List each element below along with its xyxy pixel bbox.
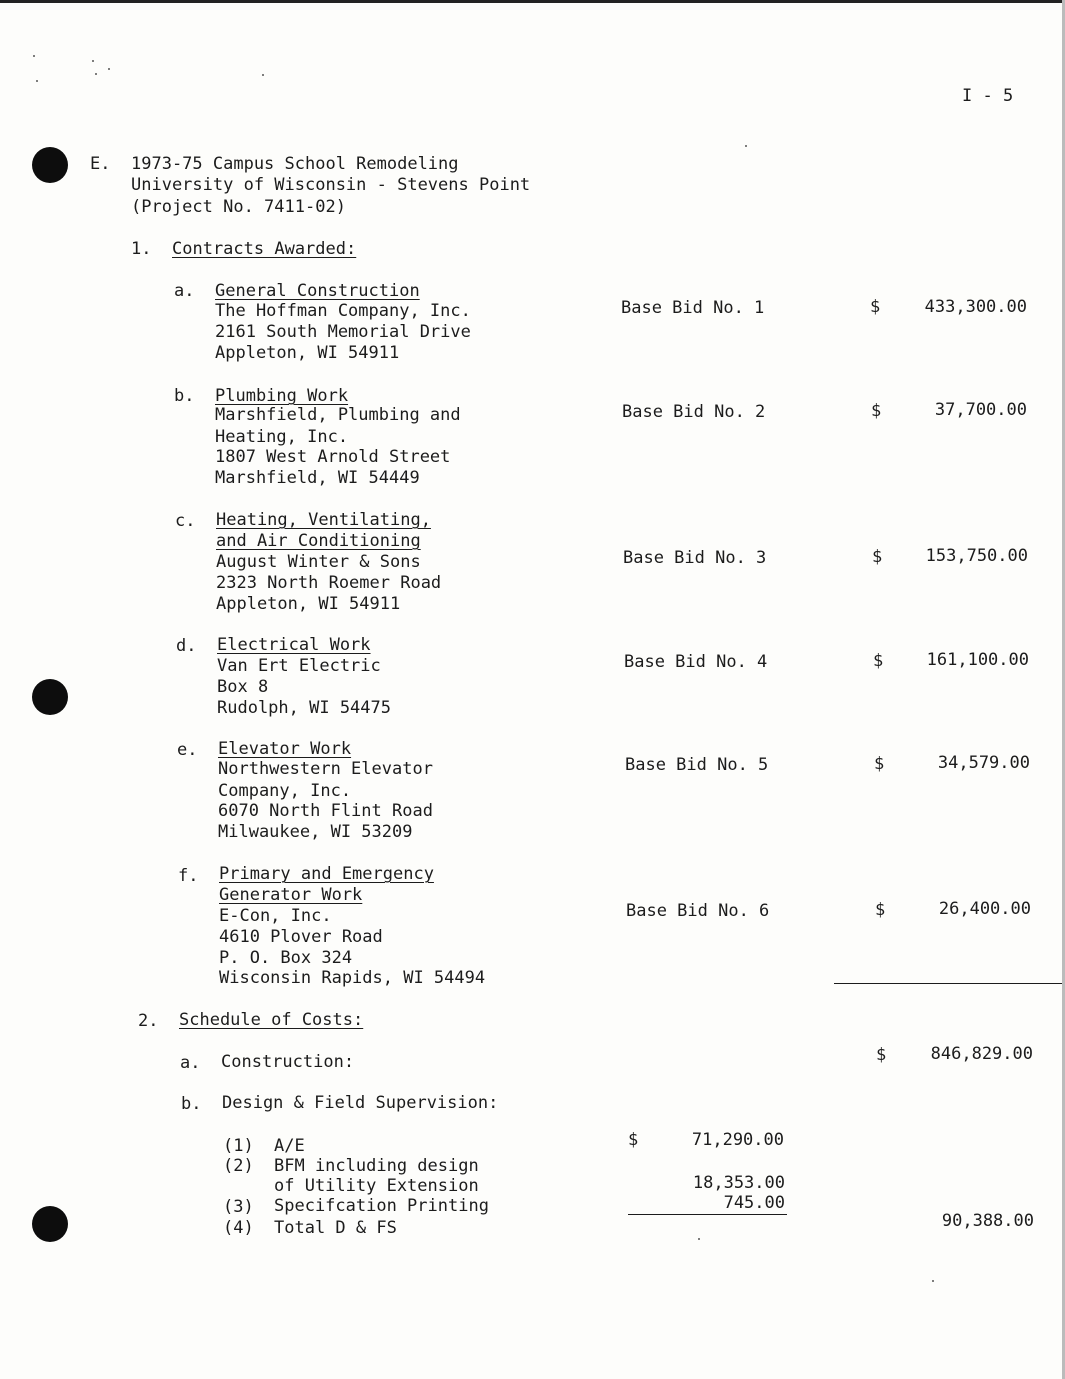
design-line-text: Specifcation Printing <box>274 1196 489 1216</box>
contractor-line: 1807 West Arnold Street <box>215 447 451 467</box>
bid-label: Base Bid No. 1 <box>621 298 765 318</box>
scan-speck <box>262 74 264 76</box>
contractor-line: Box 8 <box>217 677 269 697</box>
contractor-line: Marshfield, Plumbing and <box>215 405 461 425</box>
bid-label: Base Bid No. 6 <box>626 901 770 921</box>
bid-label: Base Bid No. 4 <box>624 652 768 672</box>
section-title-line-1: 1973-75 Campus School Remodeling <box>131 154 459 174</box>
currency-sign: $ <box>876 1045 887 1065</box>
binder-hole-middle <box>32 679 68 715</box>
design-line-num: (3) <box>223 1197 254 1217</box>
scan-speck <box>932 1280 934 1282</box>
design-line-amount: 71,290.00 <box>691 1130 784 1150</box>
contract-letter: e. <box>177 740 198 760</box>
binder-hole-top <box>32 147 68 183</box>
contract-letter: a. <box>174 281 195 301</box>
bid-amount: 161,100.00 <box>926 650 1029 670</box>
design-line-num: (4) <box>223 1218 254 1238</box>
bid-label: Base Bid No. 3 <box>623 548 767 568</box>
construction-letter: a. <box>180 1053 201 1073</box>
construction-amount: 846,829.00 <box>930 1044 1033 1064</box>
contractor-line: Van Ert Electric <box>217 656 381 676</box>
contractor-line: August Winter & Sons <box>216 552 421 572</box>
contracts-number: 1. <box>131 239 152 259</box>
contract-title: Generator Work <box>219 885 363 905</box>
scan-speck <box>745 145 747 147</box>
contract-title: Electrical Work <box>217 635 371 655</box>
contract-letter: c. <box>175 511 196 531</box>
design-line-text: Total D & FS <box>274 1218 397 1238</box>
contractor-line: 2161 South Memorial Drive <box>215 322 471 342</box>
currency-sign: $ <box>870 297 881 317</box>
currency-sign: $ <box>874 754 885 774</box>
page-number: I - 5 <box>962 86 1014 106</box>
section-letter: E. <box>90 154 111 174</box>
contractor-line: 2323 North Roemer Road <box>216 573 442 593</box>
currency-sign: $ <box>628 1130 639 1150</box>
design-letter: b. <box>181 1094 202 1114</box>
design-line-num: (2) <box>223 1156 254 1176</box>
contract-title: Primary and Emergency <box>219 864 434 884</box>
contractor-line: Company, Inc. <box>218 781 352 801</box>
contractor-line: Heating, Inc. <box>215 427 349 447</box>
design-line-num: (1) <box>223 1136 254 1156</box>
schedule-number: 2. <box>138 1011 159 1031</box>
scan-speck <box>698 1238 700 1240</box>
sum-rule <box>834 983 1062 984</box>
design-label: Design & Field Supervision: <box>222 1093 499 1113</box>
contractor-line: Northwestern Elevator <box>218 759 433 779</box>
design-line-amount: 18,353.00 <box>692 1173 785 1193</box>
design-total-amount: 90,388.00 <box>941 1211 1034 1231</box>
contract-letter: b. <box>174 386 195 406</box>
contractor-line: The Hoffman Company, Inc. <box>215 301 471 321</box>
scan-speck <box>33 55 35 57</box>
design-line-text: A/E <box>274 1136 305 1156</box>
contractor-line: Rudolph, WI 54475 <box>217 698 391 718</box>
contractor-line: 4610 Plover Road <box>219 927 383 947</box>
contract-title: and Air Conditioning <box>216 531 421 551</box>
page-top-edge <box>0 0 1065 3</box>
binder-hole-bottom <box>32 1206 68 1242</box>
contracts-heading: Contracts Awarded: <box>172 239 357 259</box>
currency-sign: $ <box>873 651 884 671</box>
bid-amount: 37,700.00 <box>934 400 1027 420</box>
subtotal-rule <box>628 1214 787 1215</box>
currency-sign: $ <box>871 401 882 421</box>
contractor-line: P. O. Box 324 <box>219 948 353 968</box>
contractor-line: Wisconsin Rapids, WI 54494 <box>219 968 486 988</box>
bid-amount: 433,300.00 <box>924 297 1027 317</box>
scan-speck <box>95 73 97 75</box>
design-line-text: BFM including design <box>274 1156 479 1176</box>
contractor-line: 6070 North Flint Road <box>218 801 433 821</box>
contract-title: Elevator Work <box>218 739 352 759</box>
contract-title: Heating, Ventilating, <box>216 510 431 530</box>
contract-letter: f. <box>178 866 199 886</box>
contract-title: Plumbing Work <box>215 386 349 406</box>
schedule-heading: Schedule of Costs: <box>179 1010 364 1030</box>
section-title-line-2: University of Wisconsin - Stevens Point <box>131 175 531 195</box>
design-line-amount: 745.00 <box>723 1193 785 1213</box>
currency-sign: $ <box>875 900 886 920</box>
scan-speck <box>36 80 38 82</box>
currency-sign: $ <box>872 547 883 567</box>
design-line-text: of Utility Extension <box>274 1176 479 1196</box>
contractor-line: Marshfield, WI 54449 <box>215 468 420 488</box>
contract-title: General Construction <box>215 281 420 301</box>
construction-label: Construction: <box>221 1052 355 1072</box>
section-title-line-3: (Project No. 7411-02) <box>131 197 346 217</box>
scan-speck <box>92 60 94 62</box>
contract-letter: d. <box>176 636 197 656</box>
contractor-line: Appleton, WI 54911 <box>215 343 400 363</box>
bid-label: Base Bid No. 2 <box>622 402 766 422</box>
contractor-line: Appleton, WI 54911 <box>216 594 401 614</box>
contractor-line: E-Con, Inc. <box>219 906 332 926</box>
bid-amount: 34,579.00 <box>937 753 1030 773</box>
bid-amount: 153,750.00 <box>925 546 1028 566</box>
scan-speck <box>108 68 110 70</box>
bid-label: Base Bid No. 5 <box>625 755 769 775</box>
bid-amount: 26,400.00 <box>938 899 1031 919</box>
contractor-line: Milwaukee, WI 53209 <box>218 822 413 842</box>
